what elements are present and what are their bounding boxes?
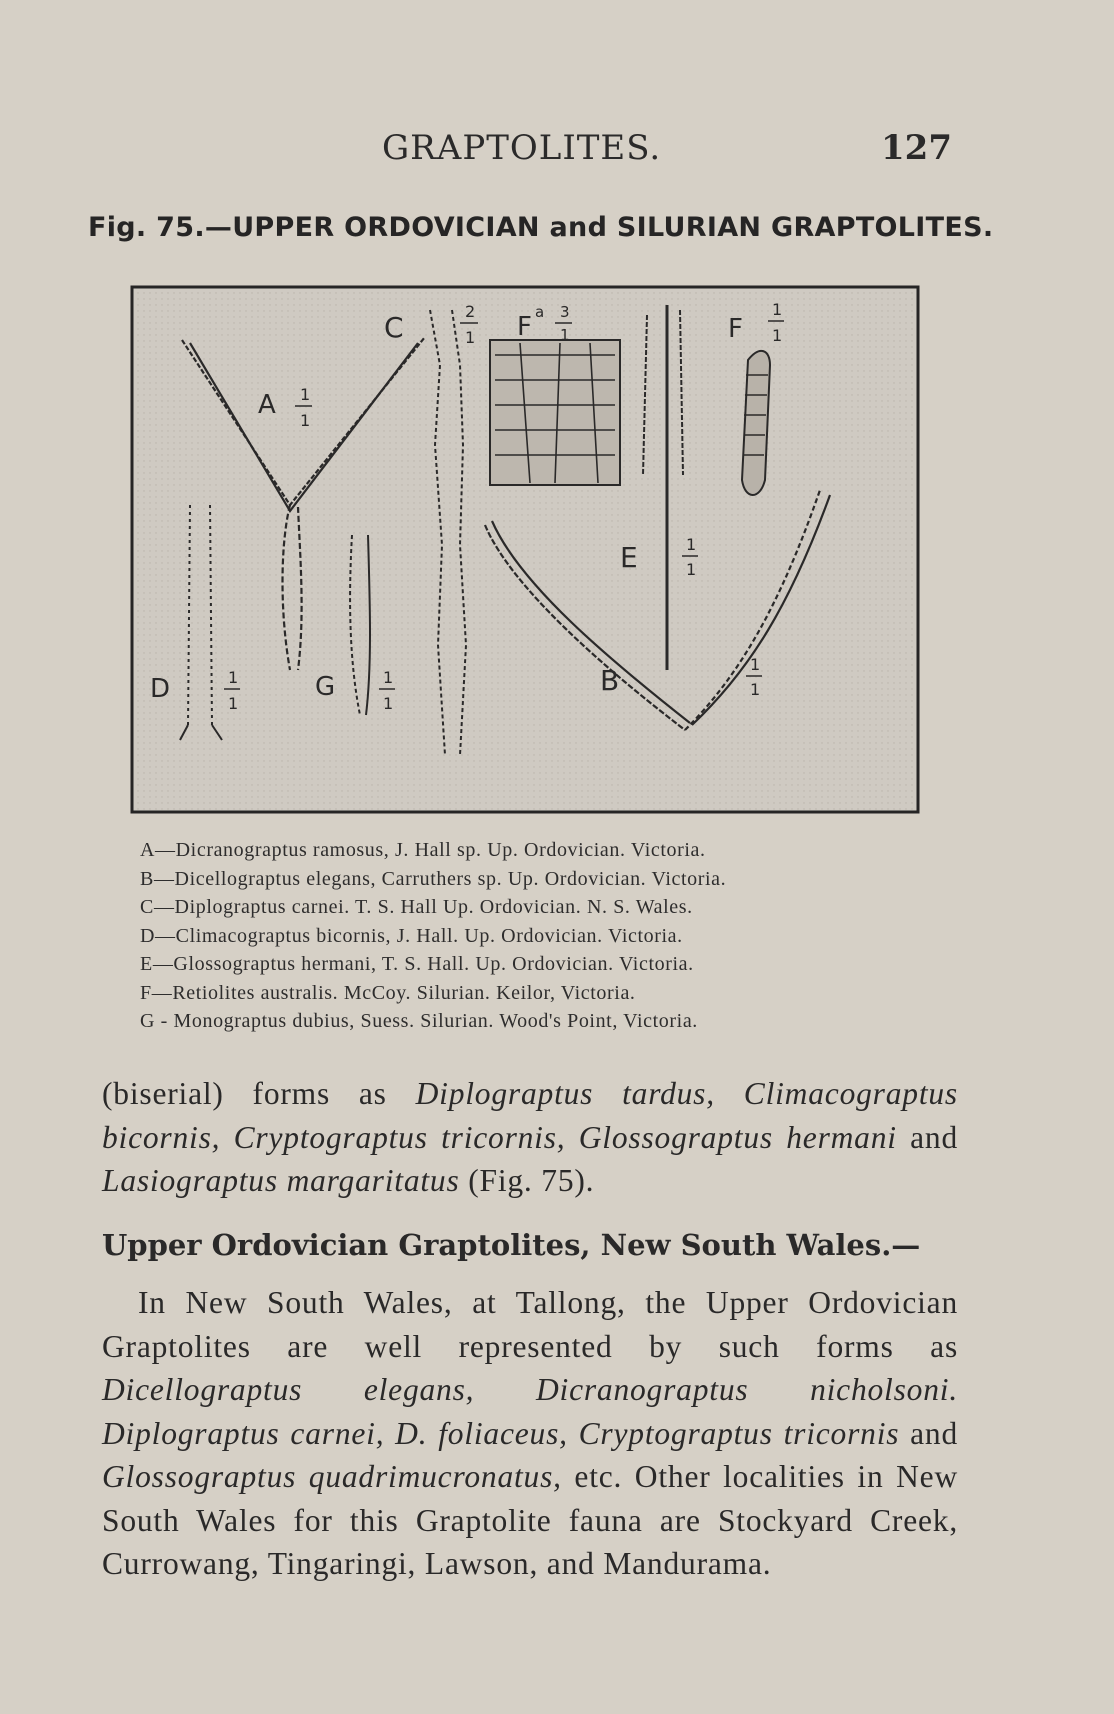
para2-italic-1: Dicellograptus elegans, Dicranograptus nicholsoni. Diplograptus carnei, D. foliaceus, Cryptograptus tricornis [102,1372,958,1451]
para1-text-2: and [896,1119,958,1155]
figure-captions [140,836,940,1036]
label-b: B [600,664,620,697]
para2-text-2: and [899,1415,958,1451]
graptolite-illustration [130,285,925,820]
scale-c-den: 1 [465,328,476,347]
caption-c: C—Diplograptus carnei. T. S. Hall Up. Ordovician. N. S. Wales. [140,896,693,918]
specimen-fa [490,340,620,485]
scale-c-num: 2 [465,302,476,321]
paragraph-biserial [102,1072,958,1203]
scale-d-den: 1 [228,694,239,713]
label-fa-sup: a [535,303,545,321]
label-fa: F [517,312,532,342]
label-g: G [315,672,336,702]
graptolite-figure [130,285,925,820]
paragraph-nsw [102,1281,958,1586]
scale-b-den: 1 [750,680,761,699]
label-a: A [258,390,276,420]
caption-b: B—Dicellograptus elegans, Carruthers sp. Up. Ordovician. Victoria. [140,867,727,890]
running-head: GRAPTOLITES. [382,128,662,168]
scale-fa-den: 1 [560,326,570,344]
scale-d-num: 1 [228,668,239,687]
scale-f-den: 1 [772,326,783,345]
scale-a-den: 1 [300,411,311,430]
scale-g-num: 1 [383,668,394,687]
scale-g-den: 1 [383,694,394,713]
para1-text-3: (Fig. 75). [459,1163,595,1198]
para2-text-3: etc. Other localities in New South Wales for this Graptolite fauna are Stockyard Creek, Currowang, Tingaringi, Lawson, and Mandurama. [102,1459,958,1581]
para2-italic-2: Glossograptus quadrimucronatus, [102,1459,562,1494]
para1-text-1: (biserial) forms as [102,1076,416,1111]
scale-fa-num: 3 [560,303,570,321]
para1-italic-2: Lasiograptus margaritatus [102,1163,460,1198]
caption-f: F—Retiolites australis. McCoy. Silurian. Keilor, Victoria. [140,981,636,1004]
scale-f-num: 1 [772,300,783,319]
caption-e: E—Glossograptus hermani, T. S. Hall. Up. Ordovician. Victoria. [140,953,694,975]
caption-d: D—Climacograptus bicornis, J. Hall. Up. Ordovician. Victoria. [140,924,683,947]
section-heading: Upper Ordovician Graptolites, New South Wales.— [102,1228,921,1262]
para1-italic-1: Diplograptus tardus, Climacograptus bicornis, Cryptograptus tricornis, Glossograptus hermani [102,1076,958,1155]
scale-e-den: 1 [686,560,697,579]
caption-g: G - Monograptus dubius, Suess. Silurian. Wood's Point, Victoria. [140,1010,698,1032]
scale-a-num: 1 [300,385,311,404]
page-header [0,128,1114,178]
page-number: 127 [881,128,952,168]
scale-e-num: 1 [686,535,697,554]
label-f: F [728,314,743,344]
label-d: D [150,674,171,704]
caption-a: A—Dicranograptus ramosus, J. Hall sp. Up. Ordovician. Victoria. [140,839,706,861]
para2-text-1: In New South Wales, at Tallong, the Upper Ordovician Graptolites are well represented by such forms as [102,1285,958,1364]
scale-b-num: 1 [750,655,761,674]
figure-title: Fig. 75.—UPPER ORDOVICIAN and SILURIAN GRAPTOLITES. [88,212,994,243]
label-c: C [384,311,404,344]
label-e: E [620,541,638,574]
